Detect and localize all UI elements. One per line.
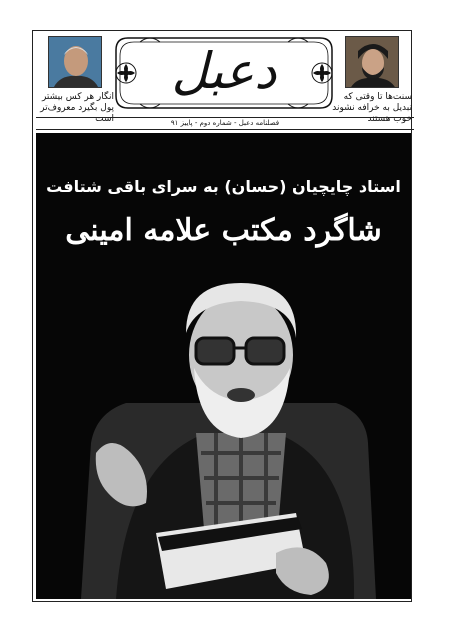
magazine-logo: دعبل xyxy=(171,42,277,100)
cover-photo xyxy=(36,133,411,599)
cover-headline: شاگرد مکتب علامه امینی xyxy=(65,213,382,248)
right-portrait-caption: سنت‌ها تا وقتی که تبدیل به خرافه نشوند خوب هستند xyxy=(332,92,412,124)
right-portrait-image xyxy=(345,36,399,88)
left-portrait-image xyxy=(48,36,102,88)
cover-subtitle: استاد چایچیان (حسان) به سرای باقی شتافت xyxy=(46,177,401,196)
left-portrait-caption: انگار هر کس بیشتر پول بگیرد معروف‌تر است xyxy=(40,92,114,124)
cover-portrait-illustration xyxy=(36,133,411,599)
issue-info: فصلنامه دعبل - شماره دوم - پاییز ۹۱ xyxy=(36,117,414,130)
masthead xyxy=(110,32,338,114)
